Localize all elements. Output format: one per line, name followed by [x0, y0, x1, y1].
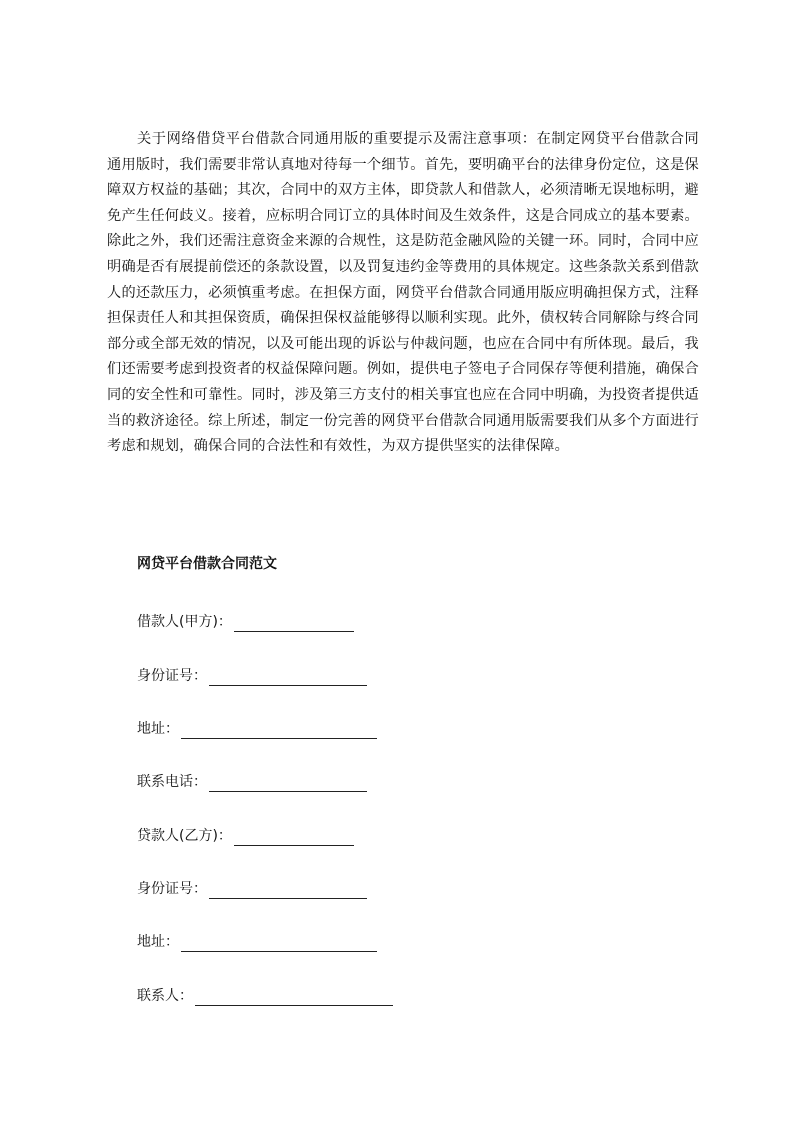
- lender-contact-field: [137, 986, 393, 1006]
- borrower-address-blank[interactable]: [181, 722, 377, 739]
- borrower-address-field: [137, 719, 377, 739]
- borrower-blank[interactable]: [234, 615, 354, 632]
- lender-label: 贷款人(乙方)：: [137, 828, 232, 844]
- lender-address-field: [137, 932, 377, 952]
- borrower-phone-label: 联系电话：: [137, 774, 207, 790]
- borrower-field: [137, 612, 354, 632]
- borrower-id-field: [137, 666, 367, 686]
- lender-address-label: 地址：: [137, 934, 179, 950]
- lender-id-field: [137, 879, 367, 899]
- borrower-label: 借款人(甲方)：: [137, 614, 232, 630]
- section-title: 网贷平台借款合同范文: [137, 556, 277, 572]
- borrower-id-blank[interactable]: [209, 669, 367, 686]
- intro-paragraph: 关于网络借贷平台借款合同通用版的重要提示及需注意事项：在制定网贷平台借款合同通用版时，我们需要非常认真地对待每一个细节。首先，要明确平台的法律身份定位，这是保障双方权益的基础；其次，合同中的双方主体，即贷款人和借款人，必须清晰无误地标明，避免产生任何歧义。接着，应标明合同订立的具体时间及生效条件，这是合同成立的基本要素。除此之外，我们还需注意资金来源的合规性，这是防范金融风险的关键一环。同时，合同中应明确是否有展提前偿还的条款设置，以及罚复违约金等费用的具体规定。这些条款关系到借款人的还款压力，必须慎重考虑。在担保方面，网贷平台借款合同通用版应明确担保方式，注释担保责任人和其担保资质，确保担保权益能够得以顺利实现。此外，债权转合同解除与终合同部分或全部无效的情况，以及可能出现的诉讼与仲裁问题，也应在合同中有所体现。最后，我们还需要考虑到投资者的权益保障问题。例如，提供电子签电子合同保存等便利措施，确保合同的安全性和可靠性。同时，涉及第三方支付的相关事宜也应在合同中明确，为投资者提供适当的救济途径。综上所述，制定一份完善的网贷平台借款合同通用版需要我们从多个方面进行考虑和规划，确保合同的合法性和有效性，为双方提供坚实的法律保障。: [107, 131, 699, 455]
- lender-field: [137, 826, 354, 846]
- borrower-id-label: 身份证号：: [137, 668, 207, 684]
- lender-address-blank[interactable]: [181, 935, 377, 952]
- borrower-address-label: 地址：: [137, 721, 179, 737]
- lender-contact-label: 联系人：: [137, 988, 193, 1004]
- lender-blank[interactable]: [234, 829, 354, 846]
- borrower-phone-blank[interactable]: [209, 775, 367, 792]
- lender-id-label: 身份证号：: [137, 881, 207, 897]
- lender-id-blank[interactable]: [209, 882, 367, 899]
- borrower-phone-field: [137, 772, 367, 792]
- lender-contact-blank[interactable]: [195, 989, 393, 1006]
